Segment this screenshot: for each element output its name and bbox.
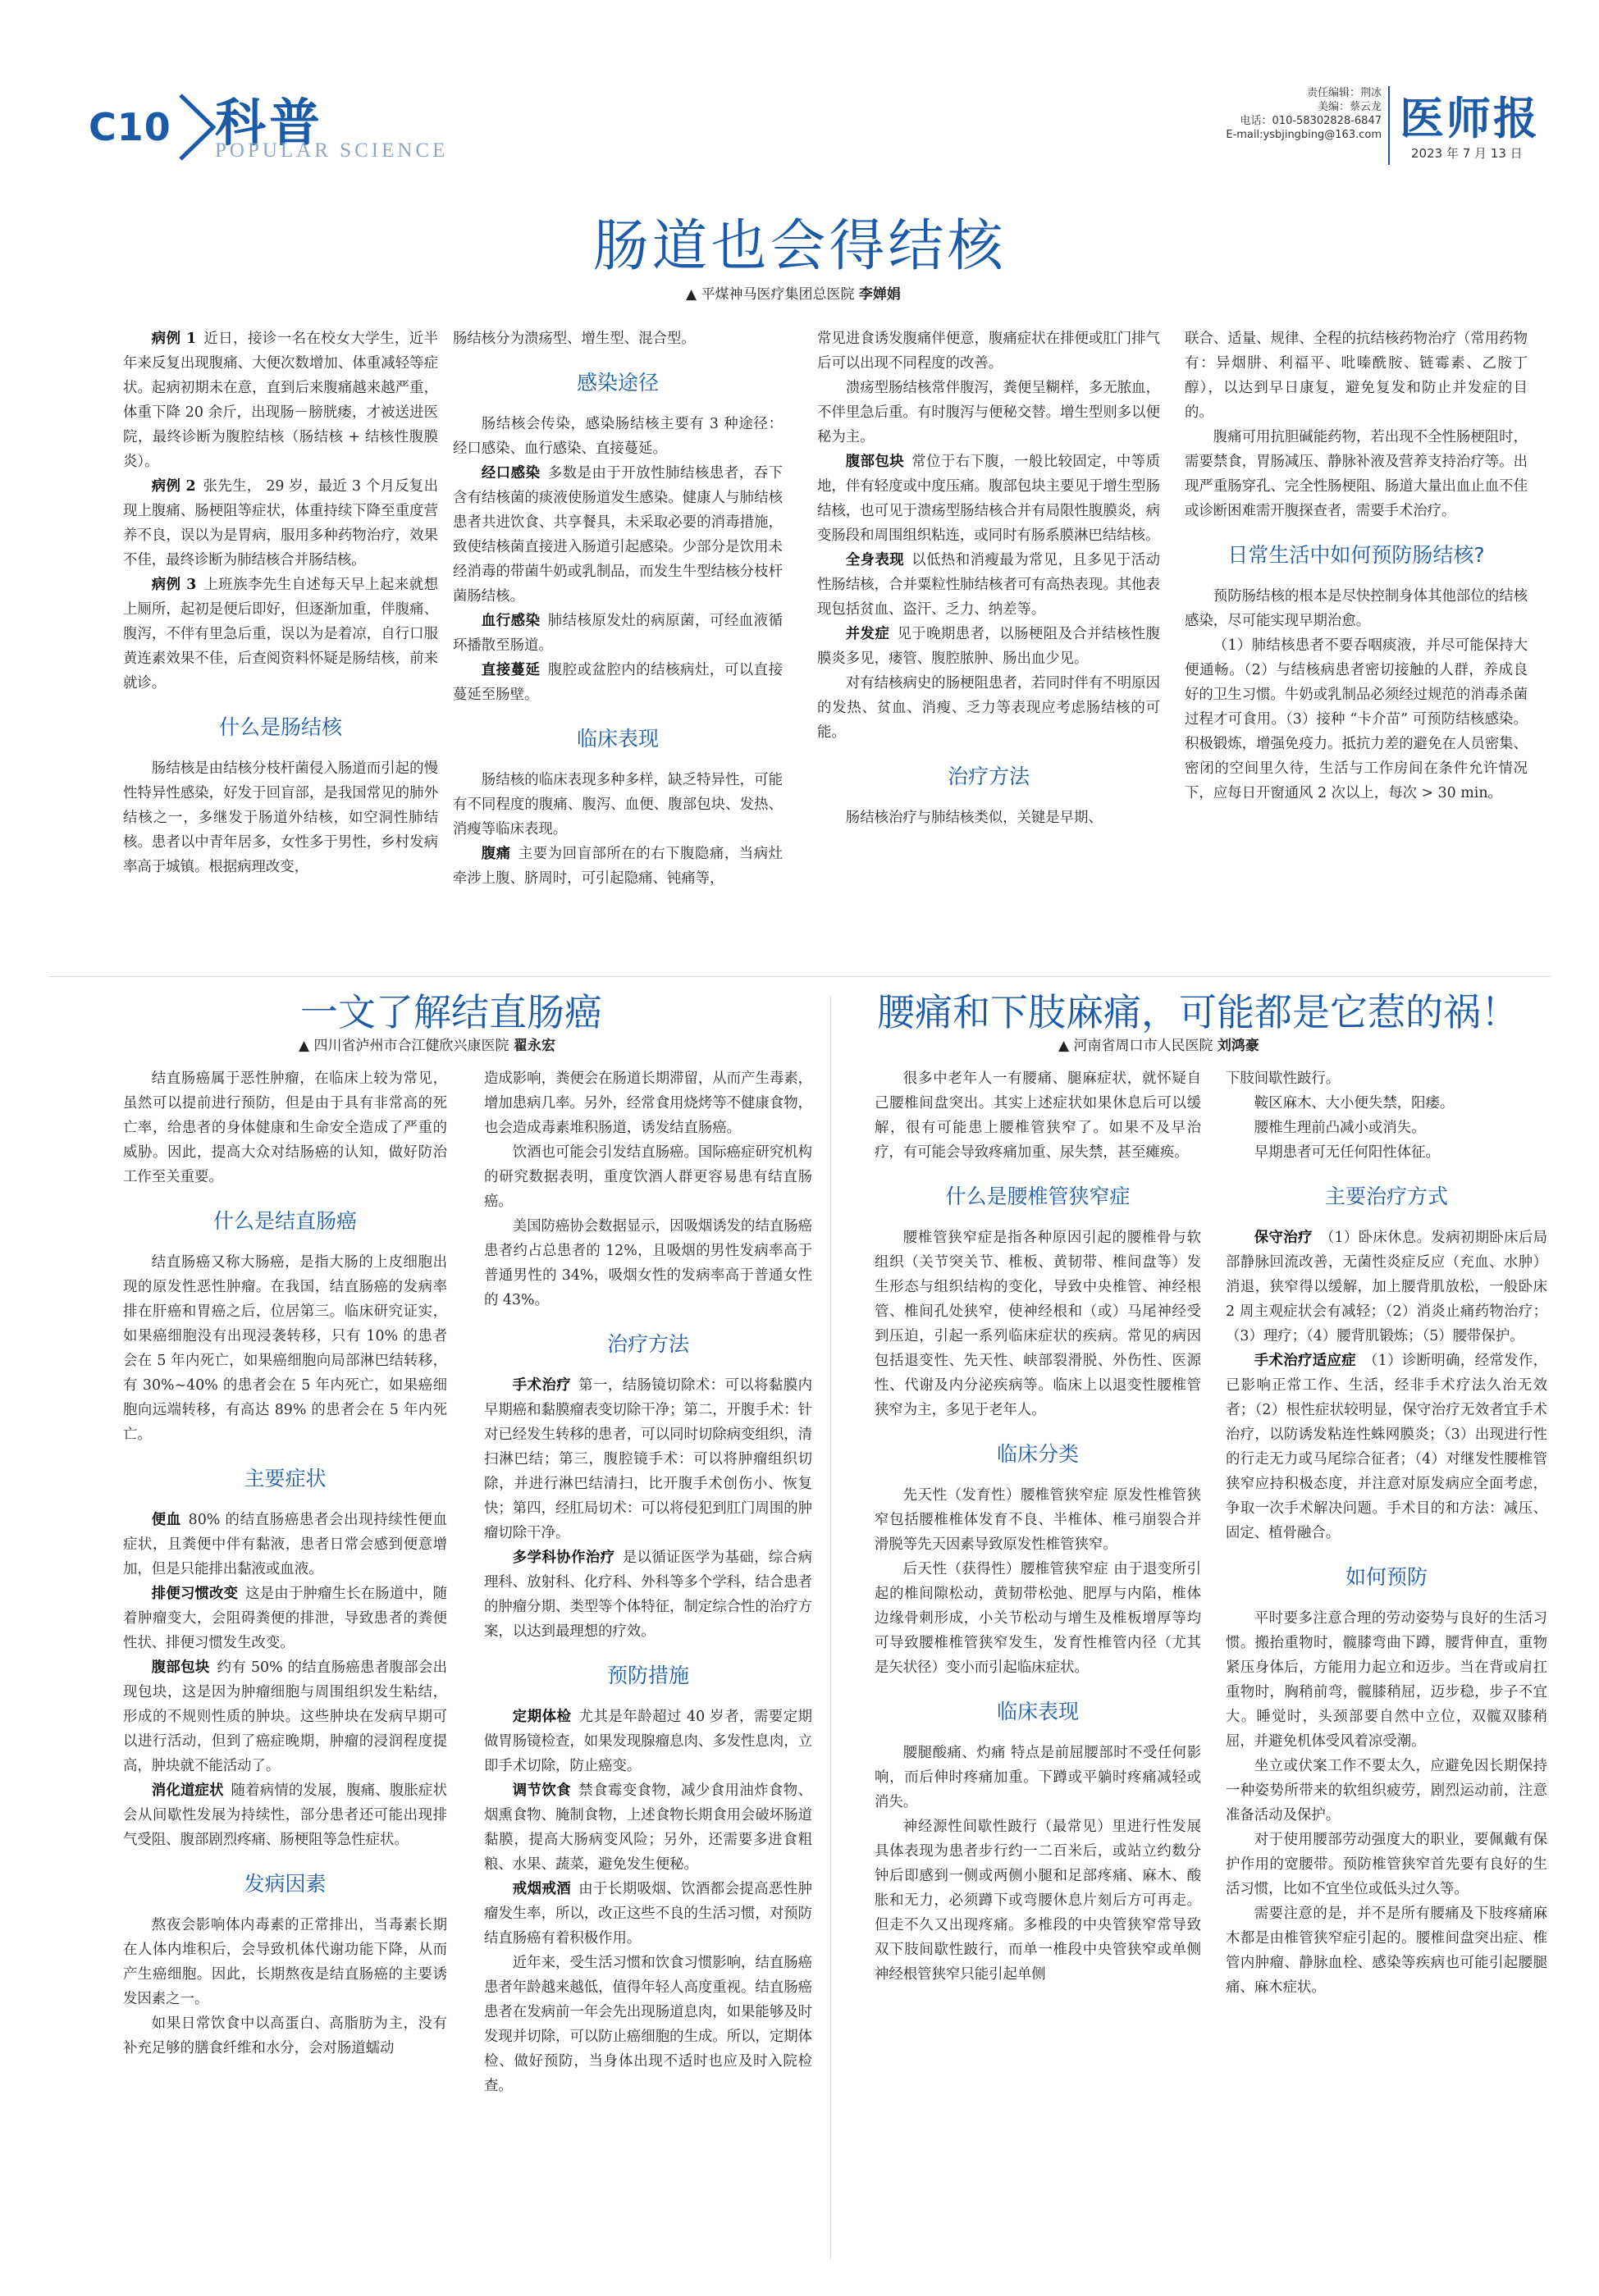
editor-info — [1218, 86, 1382, 142]
section-heading: 临床表现 — [996, 1700, 1079, 1723]
paragraph-text: 随着病情的发展，腹痛、腹胀症状会从间歇性发展为持续性，部分患者还可能出现排气受阻、腹部剧烈疼痛、肠梗阻等急性症状。 — [123, 1782, 447, 1848]
paragraph-text: 肺结核原发灶的病原菌，可经血液循环播散至肠道。 — [453, 613, 783, 654]
byline-affiliation: ▲ 河南省周口市人民医院 — [1058, 1038, 1213, 1054]
meta-line: 美编：蔡云龙 — [1317, 101, 1382, 113]
paragraph-lead: 病例 1 — [151, 331, 197, 347]
paragraph — [1226, 1606, 1547, 1754]
paragraph-text: 下肢间歇性跛行。 — [1226, 1070, 1341, 1087]
paragraph — [123, 1582, 447, 1655]
paragraph-lead: 直接蔓延 — [481, 662, 541, 678]
paragraph-lead: 调节饮食 — [512, 1782, 572, 1799]
paragraph — [817, 548, 1160, 622]
page-header — [0, 0, 1599, 180]
paragraph-text: 很多中老年人一有腰痛、腿麻症状，就怀疑自己腰椎间盘突出。其实上述症状如果休息后可以缓解，很有可能患上腰椎管狭窄了。如果不及早治疗，有可能会导致疼痛加重、尿失禁，甚至瘫痪。 — [875, 1070, 1201, 1161]
paragraph-text: 尤其是年龄超过 40 岁者，需要定期做胃肠镜检查，如果发现腺瘤息肉、多发性息肉，立即手术切除，防止癌变。 — [484, 1709, 812, 1774]
paragraph-text: 是以循证医学为基础，综合病理科、放射科、化疗科、外科等多个学科，结合患者的肿瘤分期、类型等个体特征，制定综合性的治疗方案，以达到最理想的疗效。 — [484, 1550, 812, 1640]
paragraph — [123, 1655, 447, 1778]
paragraph-text: 由于长期吸烟、饮酒都会提高恶性肿瘤发生率，所以，改正这些不良的生活习惯，对预防结直肠癌有着积极作用。 — [484, 1881, 812, 1947]
meta-line: 电话：010-58302828-6847 — [1240, 115, 1382, 127]
section-divider — [49, 976, 1551, 977]
paragraph-text: 早期患者可无任何阳性体征。 — [1254, 1144, 1440, 1161]
paragraph-text: 坐立或伏案工作不要太久，应避免因长期保持一种姿势所带来的软组织疲劳，剧烈运动前，注意准备活动及保护。 — [1226, 1758, 1547, 1824]
paragraph-text: 联合、适量、规律、全程的抗结核药物治疗（常用药物有：异烟肼、利福平、吡嗪酰胺、链霉素、乙胺丁醇），以达到早日康复，避免复发和防止并发症的目的。 — [1185, 331, 1528, 421]
article-title: 肠道也会得结核 — [592, 214, 1007, 279]
section-heading: 什么是结直肠癌 — [212, 1209, 357, 1233]
section-heading: 什么是腰椎管狭窄症 — [945, 1185, 1131, 1208]
paragraph-text: 对于使用腰部劳动强度大的职业，要佩戴有保护作用的宽腰带。预防椎管狭窄首先要有良好的生活习惯，比如不宜坐位或低头过久等。 — [1226, 1832, 1547, 1897]
paragraph — [1226, 1140, 1547, 1165]
paragraph-text: 近日，接诊一名在校女大学生，近半年来反复出现腹痛、大便次数增加、体重减轻等症状。起病初期未在意，直到后来腹痛越来越严重，体重下降 20 余斤，出现肠－膀胱瘘，才被送进医院，最终诊断为腹腔结核（肠结核 + 结核性腹膜炎）。 — [123, 331, 438, 470]
section-heading: 什么是肠结核 — [218, 715, 342, 739]
paragraph-lead: 定期体检 — [512, 1709, 572, 1725]
paragraph-text: 第一，结肠镜切除术：可以将黏膜内早期癌和黏膜瘤表变切除干净；第二，开腹手术：针对已经发生转移的患者，可以同时切除病变组织，清扫淋巴结；第三，腹腔镜手术：可以将肿瘤组织切除，并进行淋巴结清扫，比开腹手术创伤小、恢复快；第四，经肛局切术：可以将侵犯到肛门周围的肿瘤切除干净。 — [484, 1377, 812, 1541]
article-column — [453, 326, 783, 891]
paragraph-lead: 戒烟戒酒 — [512, 1881, 572, 1897]
meta-line: 责任编辑：荆冰 — [1306, 87, 1382, 99]
paragraph — [453, 768, 783, 842]
paragraph — [123, 756, 438, 879]
meta-line: E-mail:ysbjingbing@163.com — [1226, 129, 1382, 141]
paragraph — [123, 573, 438, 696]
paragraph-lead: 便血 — [151, 1512, 181, 1528]
paragraph-text: 肠结核会传染，感染肠结核主要有 3 种途径：经口感染、血行感染、直接蔓延。 — [453, 416, 783, 457]
paragraph-text: 约有 50% 的结直肠癌患者腹部会出现包块，这是因为肿瘤细胞与周围组织发生粘结，形成的不规则性质的肿块。这些肿块在发病早期可以进行活动，但到了癌症晚期，肿瘤的浸润程度提高，肿块就不能活动了。 — [123, 1659, 447, 1774]
paragraph-text: 需要注意的是，并不是所有腰痛及下肢疼痛麻木都是由椎管狭窄症引起的。腰椎间盘突出症、椎管内肿瘤、静脉血栓、感染等疾病也可能引起腰腿痛、麻木症状。 — [1226, 1906, 1547, 1996]
paragraph — [453, 412, 783, 461]
paragraph — [875, 1814, 1201, 1987]
paragraph-text: 主要为回盲部所在的右下腹隐痛，当病灶牵涉上腹、脐周时，可引起隐痛、钝痛等， — [453, 846, 783, 887]
paragraph-text: 美国防癌协会数据显示，因吸烟诱发的结直肠癌患者约占总患者的 12%，且吸烟的男性发病率高于普通男性的 34%，吸烟女性的发病率高于普通女性的 43%。 — [484, 1218, 813, 1308]
paragraph-text: 禁食霉变食物，减少食用油炸食物、烟熏食物、腌制食物，上述食物长期食用会破坏肠道黏膜，提高大肠病变风险；另外，还需要多进食粗粮、水果、蔬菜，避免发生便秘。 — [484, 1782, 812, 1873]
paragraph-text: 神经源性间歇性跛行（最常见）里进行性发展 具体表现为患者步行约一二百米后，或站立约数分钟后即感到一侧或两侧小腿和足部疼痛、麻木、酸胀和无力，必须蹲下或弯腰休息片刻后方可再走。但走不久又出现疼痛。多椎段的中央管狭窄常导致双下肢间歇性跛行，而单一椎段中央管狭窄或单侧神经根管狭窄只能引起单侧 — [875, 1819, 1201, 1983]
paragraph-lead: 血行感染 — [481, 613, 541, 629]
section-heading: 治疗方法 — [606, 1332, 689, 1356]
byline-affiliation: ▲ 平煤神马医疗集团总医院 — [686, 286, 855, 303]
byline-author: 刘鸿豪 — [1217, 1038, 1259, 1054]
paragraph — [123, 474, 438, 573]
paragraph — [484, 1951, 812, 2098]
paragraph-lead: 腹部包块 — [151, 1659, 210, 1676]
paragraph — [484, 1778, 812, 1877]
paragraph-lead: 手术治疗 — [512, 1377, 572, 1394]
paragraph — [453, 658, 783, 707]
paragraph-text: 预防肠结核的根本是尽快控制身体其他部位的结核感染，尽可能实现早期治愈。 — [1185, 588, 1528, 629]
paragraph — [123, 1508, 447, 1582]
paragraph — [123, 1778, 447, 1852]
paragraph — [875, 1483, 1201, 1557]
paragraph-text: 后天性（获得性）腰椎管狭窄症 由于退变所引起的椎间隙松动，黄韧带松弛、肥厚与内陷，椎体边缘骨刺形成，小关节松动与增生及椎板增厚等均可导致腰椎椎管狭窄发生，发育性椎管内径（尤其是矢状径）变小而引起临床症状。 — [875, 1561, 1201, 1676]
paragraph-text: 张先生， 29 岁，最近 3 个月反复出现上腹痛、肠梗阻等症状，体重持续下降至重度营养不良，误以为是胃病，服用多种药物治疗，效果不佳，最终诊断为肺结核合并肠结核。 — [123, 478, 439, 568]
section-title: 科普 — [215, 93, 324, 153]
paragraph-text: 80% 的结直肠癌患者会出现持续性便血症状，且粪便中伴有黏液，患者日常会感到便意增加，但是只能排出黏液或血液。 — [123, 1512, 447, 1577]
paragraph-lead: 病例 2 — [151, 478, 196, 495]
paragraph — [1185, 425, 1528, 523]
paragraph — [817, 326, 1160, 376]
paragraph — [875, 1066, 1201, 1165]
section-heading: 发病因素 — [244, 1872, 327, 1896]
section-heading: 感染途径 — [576, 371, 659, 395]
paragraph — [453, 326, 783, 351]
paragraph — [817, 806, 1160, 830]
newspaper-masthead: 医师报 — [1400, 92, 1540, 144]
section-heading: 日常生活中如何预防肠结核? — [1227, 543, 1485, 567]
paragraph-text: 常位于右下腹，一般比较固定，中等质地，伴有轻度或中度压痛。腹部包块主要见于增生型肠结核，也可见于溃疡型肠结核合并有局限性腹膜炎，病变肠段和周围组织粘连，或同时有肠系膜淋巴结结核。 — [817, 454, 1160, 544]
paragraph — [484, 1545, 812, 1644]
paragraph-text: 以低热和消瘦最为常见，且多见于活动性肠结核，合并粟粒性肺结核者可有高热表现。其他表现包括贫血、盗汗、乏力、纳差等。 — [817, 552, 1160, 618]
paragraph-text: 近年来，受生活习惯和饮食习惯影响，结直肠癌患者年龄越来越低，值得年轻人高度重视。结直肠癌患者在发病前一年会先出现肠道息肉，如果能够及时发现并切除，可以防止癌细胞的生成。所以，定期体检、做好预防，当身体出现不适时也应及时入院检查。 — [484, 1955, 813, 2094]
paragraph — [484, 1214, 812, 1312]
paragraph-lead: 全身表现 — [845, 552, 905, 568]
article-byline — [299, 1034, 555, 1054]
paragraph-lead: 病例 3 — [151, 577, 197, 593]
paragraph-lead: 消化道症状 — [151, 1782, 224, 1799]
paragraph-text: 多数是由于开放性肺结核患者，吞下含有结核菌的痰液使肠道发生感染。健康人与肺结核患者共进饮食、共享餐具，未采取必要的消毒措施，致使结核菌直接进入肠道引起感染。少部分是饮用未经消毒的带菌牛奶或乳制品，而发生牛型结核分枝杆菌肠结核。 — [453, 465, 783, 605]
article-column — [1185, 326, 1528, 806]
paragraph — [484, 1705, 812, 1778]
paragraph — [1185, 633, 1528, 806]
paragraph — [817, 622, 1160, 671]
paragraph — [1226, 1349, 1547, 1545]
section-heading: 主要症状 — [244, 1467, 327, 1490]
paragraph-text: 肠结核治疗与肺结核类似，关键是早期、 — [845, 810, 1103, 826]
byline-author: 李婵娟 — [858, 286, 901, 303]
section-heading: 如何预防 — [1345, 1565, 1428, 1589]
article-column — [875, 1066, 1201, 1987]
paragraph-lead: 保守治疗 — [1254, 1230, 1313, 1246]
paragraph — [484, 1373, 812, 1545]
paragraph — [817, 450, 1160, 548]
paragraph-text: 造成影响，粪便会在肠道长期滞留，从而产生毒素，增加患病几率。另外，经常食用烧烤等不健康食物，也会造成毒素堆积肠道，诱发结直肠癌。 — [484, 1070, 812, 1136]
paragraph — [1226, 1066, 1547, 1091]
paragraph-text: 结直肠癌又称大肠癌，是指大肠的上皮细胞出现的原发性恶性肿瘤。在我国，结直肠癌的发病率排在肝癌和胃癌之后，位居第三。临床研究证实，如果癌细胞没有出现浸袭转移，只有 10% 的患者会在 5 年内死亡，如果癌细胞向局部淋巴结转移，有 30%~40% 的患者会在 5 年内死亡，如果癌细胞向远端转移，有高达 89% 的患者会在 5 年内死亡。 — [123, 1254, 447, 1443]
section-heading: 临床分类 — [996, 1442, 1079, 1466]
paragraph-text: （1）卧床休息。发病初期卧床后局部静脉回流改善，无菌性炎症反应（充血、水肿）消退，狭窄得以缓解，加上腰背肌放松，一般卧床 2 周主观症状会有减轻；（2）消炎止痛药物治疗；（3）理疗；（4）腰背肌锻炼；（5）腰带保护。 — [1226, 1230, 1547, 1344]
paragraph-text: 上班族李先生自述每天早上起来就想上厕所，起初是便后即好，但逐渐加重，伴腹痛、腹泻，不伴有里急后重，误以为是着凉，自行口服黄连素效果不佳，后查阅资料怀疑是肠结核，前来就诊。 — [123, 577, 438, 692]
paragraph — [1226, 1828, 1547, 1901]
byline-affiliation: ▲ 四川省泸州市合江健欣兴康医院 — [299, 1038, 509, 1054]
paragraph — [1226, 1226, 1547, 1349]
article-column — [817, 326, 1160, 830]
paragraph-lead: 多学科协作治疗 — [512, 1550, 615, 1566]
paragraph — [453, 842, 783, 891]
paragraph — [1226, 1754, 1547, 1828]
paragraph — [123, 1250, 447, 1447]
paragraph — [123, 1913, 447, 2011]
article-column — [123, 326, 438, 879]
article-column — [484, 1066, 812, 2098]
paragraph — [817, 671, 1160, 745]
paragraph-lead: 腹痛 — [481, 846, 511, 862]
paragraph — [123, 1066, 447, 1189]
paragraph-text: 肠结核分为溃疡型、增生型、混合型。 — [453, 331, 696, 347]
paragraph — [817, 376, 1160, 450]
section-heading: 治疗方法 — [947, 765, 1030, 788]
paragraph-lead: 并发症 — [845, 626, 890, 642]
paragraph-text: 平时要多注意合理的劳动姿势与良好的生活习惯。搬抬重物时，髋膝弯曲下蹲，腰背伸直，重物紧压身体后，方能用力起立和迈步。当在背或肩扛重物时，胸稍前弯，髋膝稍屈，迈步稳，步子不宜大。睡觉时，头颈部要自然中立位，双髋双膝稍屈，并避免机体受风着凉受潮。 — [1226, 1610, 1547, 1750]
issue-date: 2023 年 7 月 13 日 — [1411, 146, 1523, 161]
article-column — [123, 1066, 447, 2061]
paragraph — [1185, 584, 1528, 633]
paragraph — [123, 2011, 447, 2061]
paragraph — [875, 1226, 1201, 1422]
paragraph-lead: 排便习惯改变 — [151, 1586, 239, 1602]
page-number: C10 — [89, 105, 171, 149]
paragraph-text: 溃疡型肠结核常伴腹泻，粪便呈糊样，多无脓血，不伴里急后重。有时腹泻与便秘交替。增生型则多以便秘为主。 — [817, 380, 1160, 445]
section-heading: 临床表现 — [576, 727, 659, 751]
paragraph — [1226, 1901, 1547, 2000]
paragraph-text: 见于晚期患者，以肠梗阻及合并结核性腹膜炎多见，瘘管、腹腔脓肿、肠出血少见。 — [817, 626, 1160, 667]
chevron-right-icon — [172, 90, 222, 164]
paragraph — [1185, 326, 1528, 425]
paragraph-text: （1）肺结核患者不要吞咽痰液，并尽可能保持大便通畅。（2）与结核病患者密切接触的人群，养成良好的卫生习惯。牛奶或乳制品必须经过规范的消毒杀菌过程才可食用。（3）接种 “卡介苗” 可预防结核感染。积极锻炼，增强免疫力。抵抗力差的避免在人员密集、密闭的空间里久待，生活与工作房间在条件允许情况下，应每日开窗通风 2 次以上，每次 > 30 min。 — [1185, 637, 1528, 801]
paragraph-text: 腰腿酸痛、灼痛 特点是前屈腰部时不受任何影响，而后伸时疼痛加重。下蹲或平躺时疼痛减轻或消失。 — [875, 1745, 1201, 1810]
paragraph — [484, 1140, 812, 1214]
section-heading: 预防措施 — [606, 1664, 689, 1687]
paragraph-lead: 手术治疗适应症 — [1254, 1353, 1356, 1369]
section-heading: 主要治疗方式 — [1324, 1185, 1448, 1208]
paragraph — [123, 326, 438, 474]
article-title: 一文了解结直肠癌 — [300, 990, 602, 1034]
paragraph-text: 如果日常饮食中以高蛋白、高脂肪为主，没有补充足够的膳食纤维和水分，会对肠道蠕动 — [123, 2015, 447, 2056]
paragraph — [453, 609, 783, 658]
paragraph-text: 熬夜会影响体内毒素的正常排出，当毒素长期在人体内堆积后，会导致机体代谢功能下降，从而产生癌细胞。因此，长期熬夜是结直肠癌的主要诱发因素之一。 — [123, 1917, 447, 2007]
article-title: 腰痛和下肢麻痛，可能都是它惹的祸！ — [877, 990, 1519, 1034]
paragraph-text: 腹痛可用抗胆碱能药物，若出现不全性肠梗阻时，需要禁食，胃肠减压、静脉补液及营养支持治疗等。出现严重肠穿孔、完全性肠梗阻、肠道大量出血止血不佳或诊断困难需开腹探查者，需要手术治疗。 — [1185, 429, 1528, 519]
paragraph-text: 结直肠癌属于恶性肿瘤，在临床上较为常见，虽然可以提前进行预防，但是由于具有非常高的死亡率，给患者的身体健康和生命安全造成了严重的威胁。因此，提高大众对结肠癌的认知，做好防治工作至关重要。 — [123, 1070, 447, 1185]
section-subtitle: POPULAR SCIENCE — [215, 139, 449, 162]
paragraph-text: 这是由于肿瘤生长在肠道中，随着肿瘤变大，会阻碍粪便的排泄，导致患者的粪便性状、排便习惯发生改变。 — [123, 1586, 447, 1651]
article-column — [1226, 1066, 1547, 2000]
paragraph — [875, 1557, 1201, 1680]
column-divider — [830, 997, 831, 2260]
paragraph — [484, 1877, 812, 1951]
paragraph-text: 饮酒也可能会引发结直肠癌。国际癌症研究机构的研究数据表明，重度饮酒人群更容易患有结直肠癌。 — [484, 1144, 813, 1210]
paragraph-text: 腰椎管狭窄症是指各种原因引起的腰椎骨与软组织（关节突关节、椎板、黄韧带、椎间盘等）发生形态与组织结构的变化，导致中央椎管、神经根管、椎间孔处狭窄，使神经根和（或）马尾神经受到压迫，引起一系列临床症状的疾病。常见的病因包括退变性、先天性、峡部裂滑脱、外伤性、医源性、代谢及内分泌疾病等。临床上以退变性腰椎管狭窄为主，多见于老年人。 — [875, 1230, 1201, 1418]
masthead-divider — [1388, 86, 1390, 165]
article-byline — [686, 282, 901, 303]
byline-author: 翟永宏 — [513, 1038, 555, 1054]
paragraph-text: 肠结核的临床表现多种多样，缺乏特异性，可能有不同程度的腹痛、腹泻、血便、腹部包块、发热、消瘦等临床表现。 — [453, 772, 783, 838]
article-byline — [1058, 1034, 1259, 1054]
paragraph-text: 鞍区麻木、大小便失禁，阳痿。 — [1254, 1095, 1455, 1111]
paragraph-text: 腰椎生理前凸减小或消失。 — [1254, 1120, 1426, 1136]
paragraph — [875, 1741, 1201, 1814]
paragraph-text: 对有结核病史的肠梗阻患者，若同时伴有不明原因的发热、贫血、消瘦、乏力等表现应考虑肠结核的可能。 — [817, 675, 1160, 741]
paragraph-lead: 经口感染 — [481, 465, 541, 482]
paragraph — [1226, 1091, 1547, 1116]
paragraph — [1226, 1116, 1547, 1140]
paragraph-text: 腹腔或盆腔内的结核病灶，可以直接蔓延至肠壁。 — [453, 662, 783, 703]
paragraph — [453, 461, 783, 609]
paragraph-lead: 腹部包块 — [845, 454, 905, 470]
paragraph — [484, 1066, 812, 1140]
paragraph-text: 肠结核是由结核分枝杆菌侵入肠道而引起的慢性特异性感染，好发于回盲部，是我国常见的肺外结核之一，多继发于肠道外结核，如空洞性肺结核。患者以中青年居多，女性多于男性，乡村发病率高于城镇。根据病理改变， — [123, 760, 438, 875]
paragraph-text: 常见进食诱发腹痛伴便意，腹痛症状在排便或肛门排气后可以出现不同程度的改善。 — [817, 331, 1160, 372]
paragraph-text: （1）诊断明确，经常发作，已影响正常工作、生活，经非手术疗法久治无效者；（2）根性症状较明显，保守治疗无效者宜手术治疗，以防诱发粘连性蛛网膜炎；（3）出现进行性的行走无力或马尾综合征者；（4）对继发性腰椎管狭窄应持积极态度，并注意对原发病应全面考虑，争取一次手术解决问题。手术目的和方法：减压、固定、植骨融合。 — [1226, 1353, 1547, 1541]
paragraph-text: 先天性（发育性）腰椎管狭窄症 原发性椎管狭窄包括腰椎椎体发育不良、半椎体、椎弓崩裂合并滑脱等先天因素导致原发性椎管狭窄。 — [875, 1487, 1201, 1553]
